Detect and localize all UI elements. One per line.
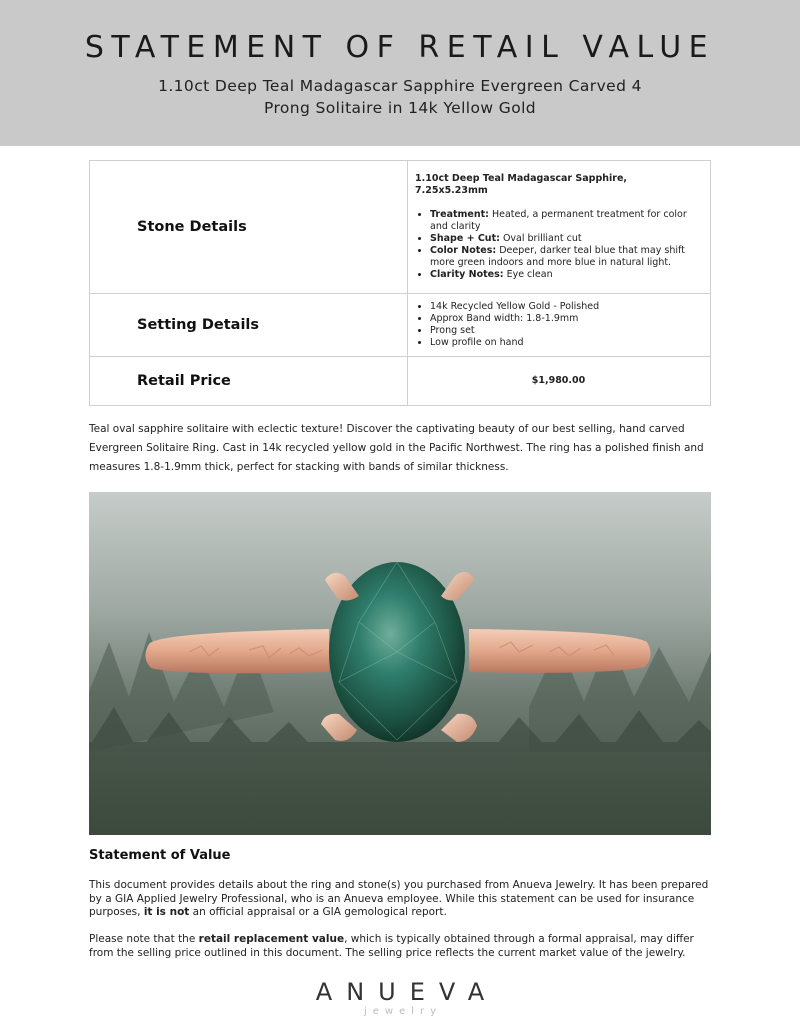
- brand-tagline: jewelry: [363, 1006, 443, 1017]
- brand-name: ANUEVA: [315, 978, 499, 1006]
- detail-text: Deeper, darker teal blue that may shift more green indoors and more blue in natural light.: [430, 245, 685, 268]
- statement-paragraph-1: [89, 879, 715, 920]
- detail-text: Heated, a permanent treatment for color and clarity: [430, 209, 687, 232]
- stone-details-row: [90, 161, 711, 294]
- stone-details-value: [408, 161, 711, 294]
- retail-price-value: $1,980.00: [408, 357, 711, 406]
- page-subtitle: 1.10ct Deep Teal Madagascar Sapphire Evergreen Carved 4 Prong Solitaire in 14k Yellow Gold: [158, 77, 642, 117]
- retail-price-row: [90, 357, 711, 406]
- statement-text: an official appraisal or a GIA gemological report.: [189, 906, 447, 918]
- list-item: [430, 233, 702, 245]
- detail-key: Color Notes:: [430, 245, 497, 256]
- statement-emphasis: retail replacement value: [198, 933, 345, 945]
- detail-key: Treatment:: [430, 209, 489, 220]
- statement-text: , which is typically obtained through a formal appraisal, may differ from the selling price outlined in this document. The selling price reflects the current market value of the jewelry.: [89, 933, 694, 959]
- statement-text: Please note that the: [89, 933, 199, 945]
- list-item: [430, 209, 702, 233]
- detail-key: Clarity Notes:: [430, 269, 504, 280]
- setting-details-row: [90, 294, 711, 357]
- stone-details-list: [415, 209, 702, 281]
- stone-details-label: Stone Details: [90, 161, 408, 294]
- statement-paragraph-2: [89, 933, 715, 960]
- retail-price-label: Retail Price: [90, 357, 408, 406]
- list-item: • Low profile on hand: [430, 337, 702, 349]
- stone-title: 1.10ct Deep Teal Madagascar Sapphire, 7.25x5.23mm: [415, 173, 628, 196]
- list-item: • Prong set: [430, 325, 702, 337]
- ring-photo: [89, 492, 711, 835]
- setting-details-list: [415, 301, 702, 349]
- brand-logo: [0, 978, 800, 1018]
- page-header: [0, 0, 800, 146]
- list-item: [430, 245, 702, 269]
- detail-text: Oval brilliant cut: [499, 233, 582, 244]
- setting-details-label: Setting Details: [90, 294, 408, 357]
- list-item: • 14k Recycled Yellow Gold - Polished: [430, 301, 702, 313]
- details-table: [89, 160, 711, 406]
- page-title: STATEMENT OF RETAIL VALUE: [84, 30, 716, 65]
- statement-text: This document provides details about the ring and stone(s) you purchased from Anueva Jewelry. It has been prepared by a GIA Applied Jewelry Professional, who is an Anueva employee. While this statement can be used for insurance purposes,: [89, 879, 709, 918]
- product-description: Teal oval sapphire solitaire with eclectic texture! Discover the captivating beauty of our best selling, hand carved Evergreen Solitaire Ring. Cast in 14k recycled yellow gold in the Pacific Northwest. The ring has a polished finish and measures 1.8-1.9mm thick, perfect for stacking with bands of similar thickness.: [89, 423, 704, 473]
- list-item: [430, 269, 702, 281]
- statement-title: Statement of Value: [89, 848, 231, 863]
- statement-emphasis: it is not: [143, 906, 190, 918]
- list-item: • Approx Band width: 1.8-1.9mm: [430, 313, 702, 325]
- detail-text: Eye clean: [503, 269, 553, 280]
- ring-illustration: [89, 492, 711, 835]
- detail-key: Shape + Cut:: [430, 233, 500, 244]
- setting-details-value: [408, 294, 711, 357]
